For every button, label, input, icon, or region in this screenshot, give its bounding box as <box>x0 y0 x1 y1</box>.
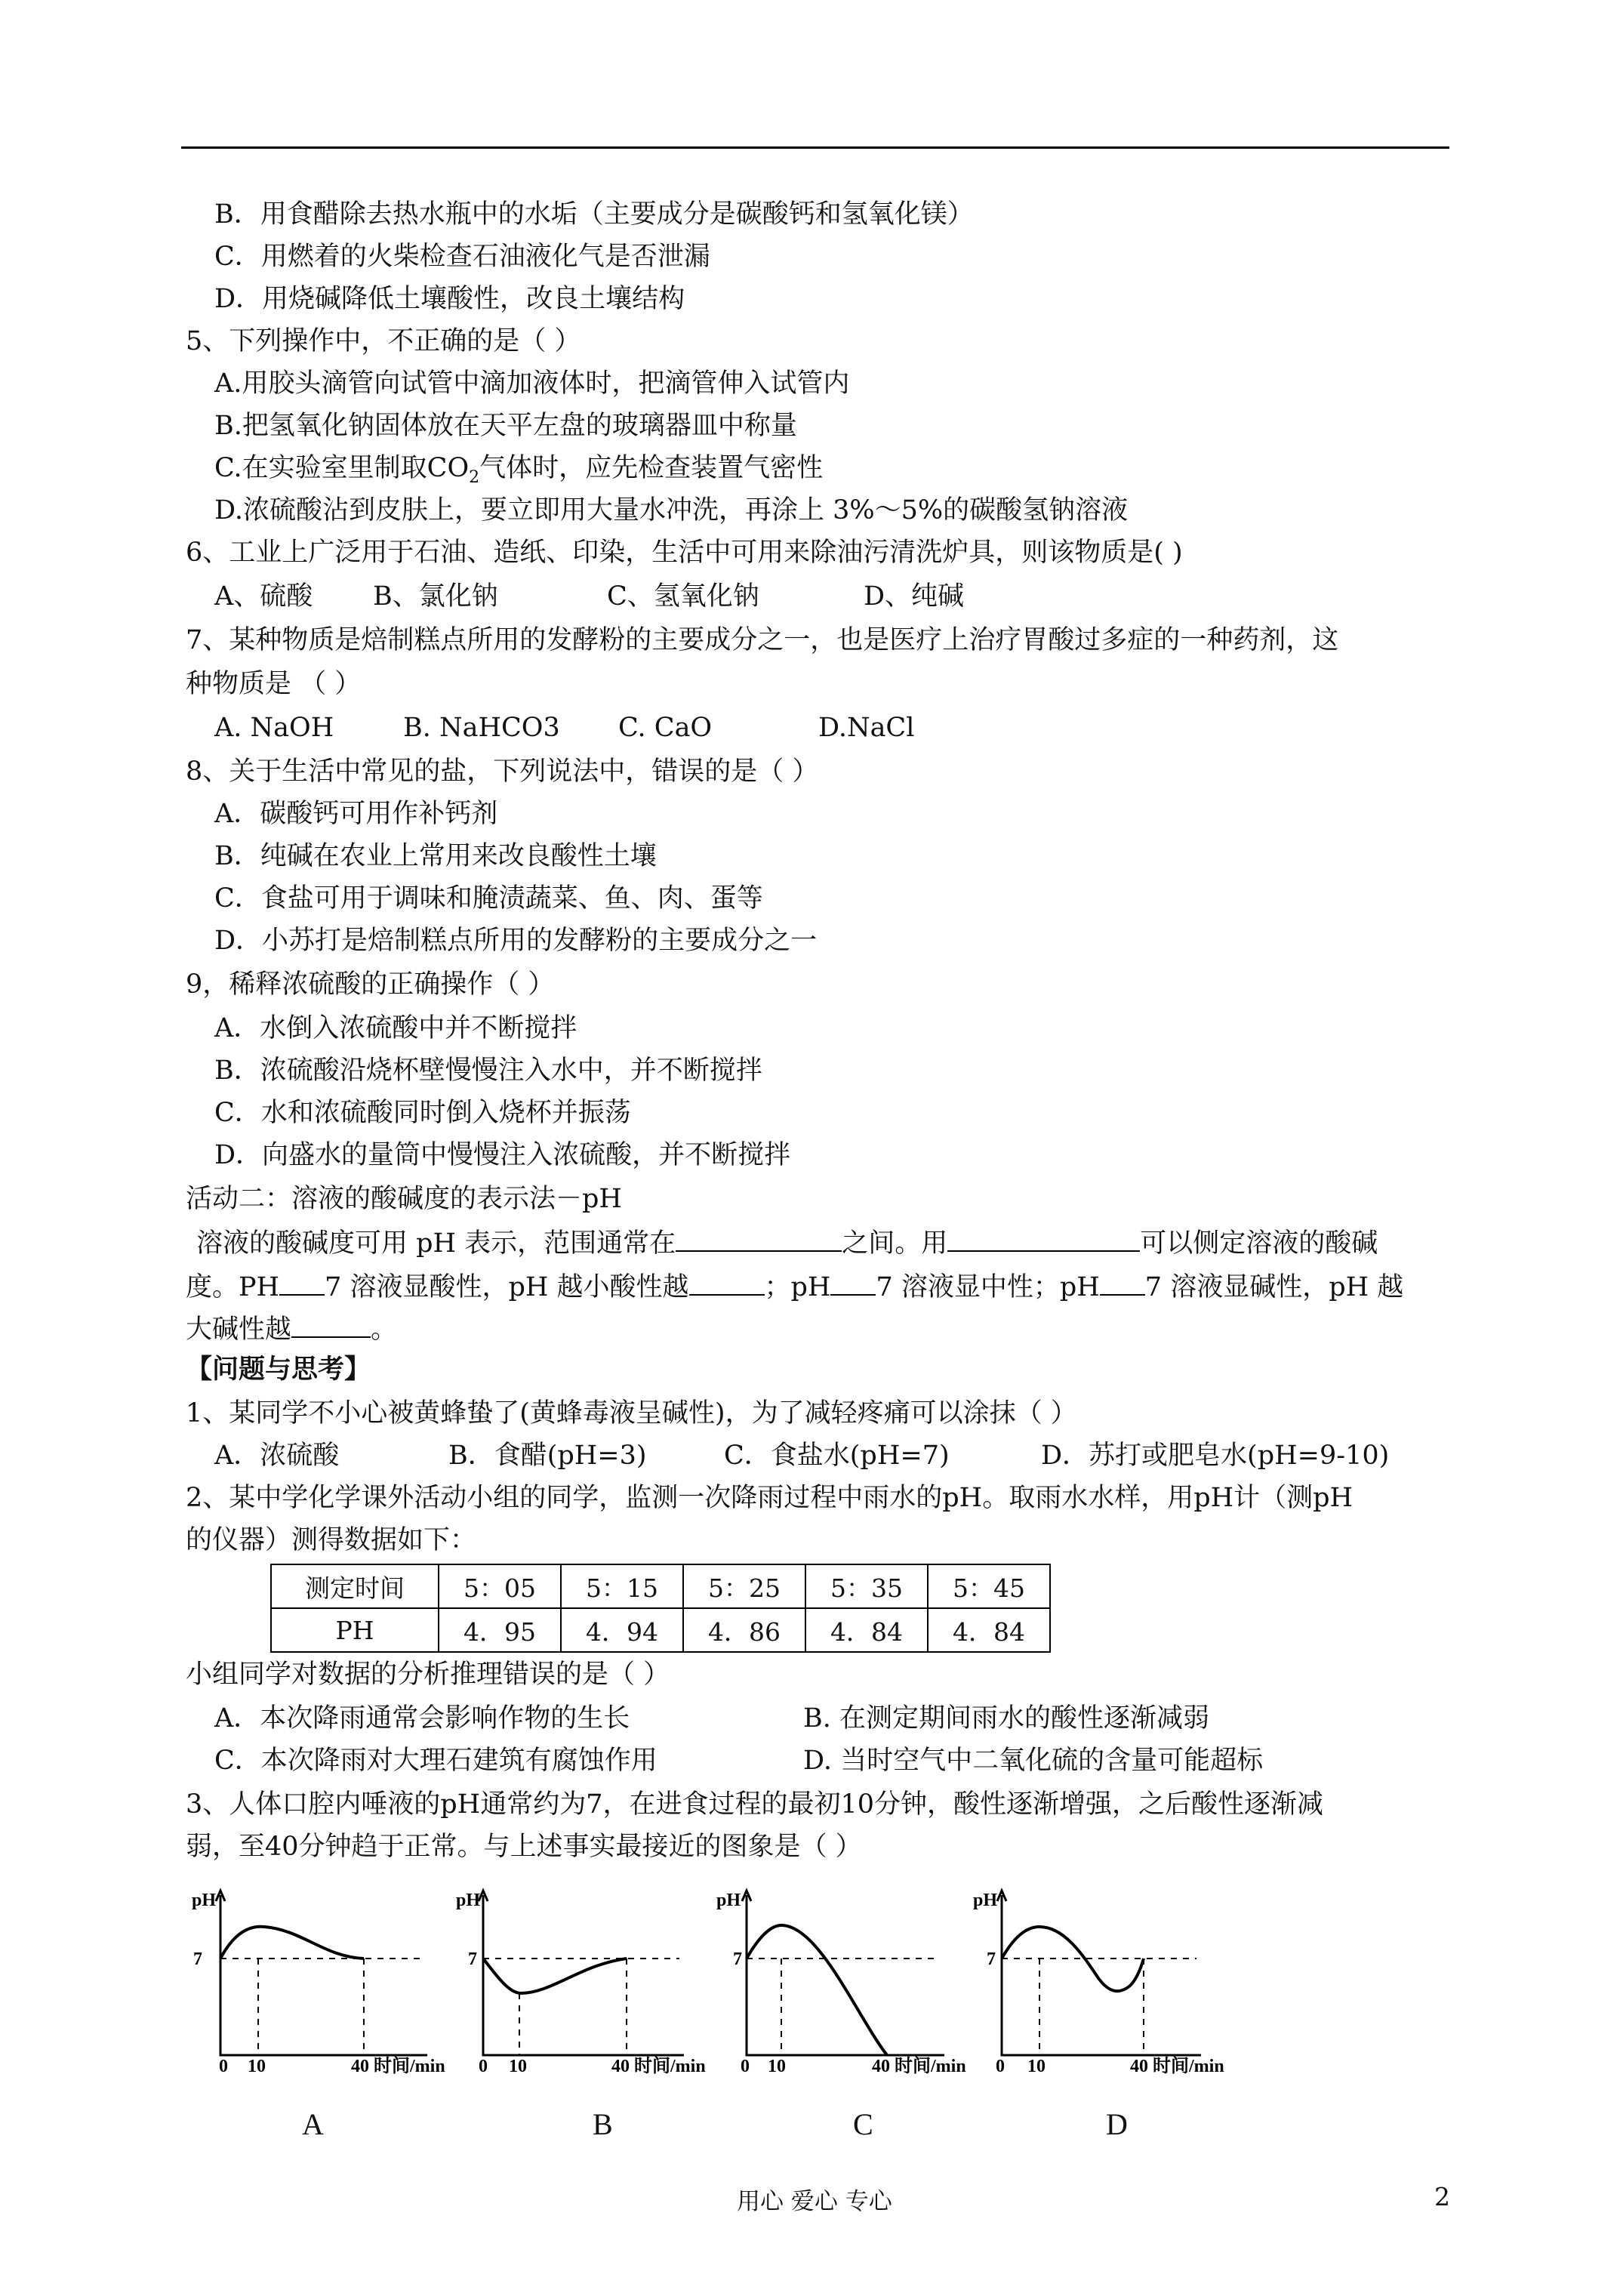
pq2-stem-2: 的仪器）测得数据如下： <box>186 1525 477 1555</box>
fill-text-2a: 度。PH <box>186 1272 280 1302</box>
pq2-option-b: B. 在测定期间雨水的酸性逐渐减弱 <box>803 1703 1209 1734</box>
graph-label-c: C <box>853 2107 873 2141</box>
q9-option-a: A．水倒入浓硫酸中并不断搅拌 <box>214 1013 577 1043</box>
q9-option-b: B．浓硫酸沿烧杯壁慢慢注入水中，并不断搅拌 <box>214 1056 762 1086</box>
graph-b-x-tick-10: 10 <box>509 2057 527 2076</box>
pq2-option-c: C．本次降雨对大理石建筑有腐蚀作用 <box>214 1746 658 1776</box>
fill-text-1c: 可以侧定溶液的酸碱 <box>1140 1228 1378 1259</box>
graph-c-x-tick-10: 10 <box>768 2057 786 2076</box>
q8-stem: 8、关于生活中常见的盐，下列说法中，错误的是（ ） <box>186 757 819 787</box>
graph-d-x-tick-0: 0 <box>996 2057 1005 2076</box>
q6-option-a: A、硫酸 <box>214 581 313 612</box>
table-cell: 5：25 <box>683 1564 805 1608</box>
pq2-options-row1 <box>214 1702 1209 1735</box>
fill-text-3b: 。 <box>371 1314 398 1345</box>
table-cell: 4．84 <box>928 1608 1050 1652</box>
blank-measure-tool <box>947 1225 1140 1252</box>
graph-c-x-tick-40: 40 时间/min <box>872 2057 966 2076</box>
co2-subscript: 2 <box>469 468 480 487</box>
q7-options <box>214 711 914 744</box>
graph-a-x-tick-10: 10 <box>248 2057 266 2076</box>
q5-stem: 5、下列操作中，不正确的是（ ） <box>186 326 581 356</box>
fill-paragraph-line-1 <box>196 1225 1378 1260</box>
graph-label-a: A <box>302 2107 324 2141</box>
table-cell: 5：15 <box>561 1564 683 1608</box>
fill-text-2c: ；pH <box>764 1272 831 1302</box>
header-rule <box>181 146 1449 149</box>
graph-d-x-tick-10: 10 <box>1027 2057 1046 2076</box>
pq1-option-d: D．苏打或肥皂水(pH=9-10) <box>1041 1441 1390 1471</box>
blank-base-strength <box>291 1311 371 1338</box>
graph-d-y-label: pH <box>973 1891 998 1910</box>
table-cell: 4．94 <box>561 1608 683 1652</box>
table-cell: 4．86 <box>683 1608 805 1652</box>
q4-option-b: B．用食醋除去热水瓶中的水垢（主要成分是碳酸钙和氢氧化镁） <box>214 199 974 230</box>
fill-text-3a: 大碱性越 <box>186 1314 292 1345</box>
blank-ph-range <box>676 1225 842 1252</box>
graph-b-y-label: pH <box>456 1891 481 1910</box>
page-number: 2 <box>1434 2182 1450 2211</box>
pq1-option-a: A．浓硫酸 <box>214 1441 340 1471</box>
q7-option-b: B. NaHCO3 <box>403 713 560 743</box>
graph-a-y-label: pH <box>192 1891 217 1910</box>
graph-b <box>445 1880 706 2076</box>
questions-heading: 【问题与思考】 <box>186 1354 371 1385</box>
q7-option-c: C. CaO <box>618 713 713 743</box>
pq2-option-d: D. 当时空气中二氧化硫的含量可能超标 <box>803 1746 1264 1776</box>
q5-option-c-tail: 气体时，应先检查装置气密性 <box>479 453 824 483</box>
pq1-options <box>214 1439 1389 1472</box>
q5-option-a: A.用胶头滴管向试管中滴加液体时，把滴管伸入试管内 <box>214 368 850 399</box>
q6-option-c: C、氢氧化钠 <box>607 581 759 612</box>
table-row <box>271 1564 1050 1608</box>
q7-stem-2: 种物质是 （ ） <box>186 669 362 699</box>
q7-option-a: A. NaOH <box>214 713 334 743</box>
fill-paragraph-line-2 <box>186 1268 1403 1304</box>
pq1-option-b: B．食醋(pH=3) <box>448 1441 647 1471</box>
q5-option-b: B.把氢氧化钠固体放在天平左盘的玻璃器皿中称量 <box>214 411 797 441</box>
q8-option-d: D．小苏打是焙制糕点所用的发酵粉的主要成分之一 <box>214 926 818 956</box>
graph-a <box>189 1880 445 2076</box>
graph-a-x-tick-40: 40 时间/min <box>351 2057 445 2076</box>
graph-label-b: B <box>593 2107 613 2141</box>
pq1-stem: 1、某同学不小心被黄蜂蛰了(黄蜂毒液呈碱性)，为了减轻疼痛可以涂抹（ ） <box>186 1398 1077 1428</box>
table-header-cell: PH <box>271 1608 439 1652</box>
page-footer: 用心 爱心 专心 <box>737 2188 892 2215</box>
q9-option-d: D．向盛水的量筒中慢慢注入浓硫酸，并不断搅拌 <box>214 1140 791 1170</box>
table-cell: 4．95 <box>439 1608 561 1652</box>
q6-stem: 6、工业上广泛用于石油、造纸、印染，生活中可用来除油污清洗炉具，则该物质是( ) <box>186 538 1183 568</box>
pq2-options-row2 <box>214 1744 1263 1777</box>
pq2-option-a: A．本次降雨通常会影响作物的生长 <box>214 1703 630 1734</box>
pq1-option-c: C．食盐水(pH=7) <box>724 1441 950 1471</box>
graph-c <box>706 1880 966 2076</box>
q8-option-c: C．食盐可用于调味和腌渍蔬菜、鱼、肉、蛋等 <box>214 883 763 914</box>
blank-base-comparator <box>1100 1268 1145 1296</box>
pq3-stem-1: 3、人体口腔内唾液的pH通常约为7，在进食过程的最初10分钟，酸性逐渐增强，之后酸性逐渐减 <box>186 1789 1324 1820</box>
graph-b-x-tick-0: 0 <box>479 2057 488 2076</box>
q4-option-c: C．用燃着的火柴检查石油液化气是否泄漏 <box>214 242 710 272</box>
graph-c-y-label: pH <box>716 1891 741 1910</box>
fill-text-1a: 溶液的酸碱度可用 pH 表示，范围通常在 <box>196 1228 676 1259</box>
q9-option-c: C．水和浓硫酸同时倒入烧杯并振荡 <box>214 1098 631 1128</box>
graph-d-x-tick-40: 40 时间/min <box>1130 2057 1224 2076</box>
fill-text-2e: 7 溶液显碱性，pH 越 <box>1144 1272 1404 1302</box>
pq2-analysis-stem: 小组同学对数据的分析推理错误的是（ ） <box>186 1660 670 1690</box>
graph-c-x-tick-0: 0 <box>741 2057 750 2076</box>
table-cell: 4．84 <box>805 1608 928 1652</box>
q6-options <box>214 580 964 613</box>
graph-c-y-tick: 7 <box>733 1949 742 1969</box>
pq2-stem-1: 2、某中学化学课外活动小组的同学，监测一次降雨过程中雨水的pH。取雨水水样，用pH计（测pH <box>186 1483 1354 1513</box>
graph-d <box>962 1880 1224 2076</box>
table-cell: 5：35 <box>805 1564 928 1608</box>
fill-text-2d: 7 溶液显中性；pH <box>876 1272 1100 1302</box>
graph-a-y-tick: 7 <box>193 1949 202 1969</box>
q4-option-d: D．用烧碱降低土壤酸性，改良土壤结构 <box>214 284 685 314</box>
fill-paragraph-line-3 <box>186 1311 397 1346</box>
table-header-cell: 测定时间 <box>271 1564 439 1608</box>
table-cell: 5：05 <box>439 1564 561 1608</box>
graph-b-y-tick: 7 <box>468 1949 477 1969</box>
graph-d-y-tick: 7 <box>987 1949 996 1969</box>
pq3-stem-2: 弱，至40分钟趋于正常。与上述事实最接近的图象是（ ） <box>186 1832 862 1862</box>
graph-label-d: D <box>1106 2107 1128 2141</box>
q7-stem-1: 7、某种物质是焙制糕点所用的发酵粉的主要成分之一，也是医疗上治疗胃酸过多症的一种药剂，这 <box>186 625 1339 655</box>
ph-data-table <box>270 1564 1051 1653</box>
blank-acid-comparator <box>279 1268 325 1296</box>
q8-option-b: B．纯碱在农业上常用来改良酸性土壤 <box>214 841 657 871</box>
q5-option-d: D.浓硫酸沾到皮肤上，要立即用大量水冲洗，再涂上 3%～5%的碳酸氢钠溶液 <box>214 495 1129 525</box>
q8-option-a: A．碳酸钙可用作补钙剂 <box>214 799 498 829</box>
q9-stem: 9，稀释浓硫酸的正确操作（ ） <box>186 969 555 1000</box>
q5-option-c <box>214 451 823 495</box>
table-cell: 5：45 <box>928 1564 1050 1608</box>
q7-option-d: D.NaCl <box>818 713 915 743</box>
table-row <box>271 1608 1050 1652</box>
fill-text-2b: 7 溶液显酸性，pH 越小酸性越 <box>325 1272 689 1302</box>
fill-text-1b: 之间。用 <box>842 1228 948 1259</box>
q5-option-c-head: C.在实验室里制取CO <box>214 453 470 483</box>
q6-option-d: D、纯碱 <box>864 581 965 612</box>
graph-b-x-tick-40: 40 时间/min <box>611 2057 706 2076</box>
graph-a-x-tick-0: 0 <box>219 2057 228 2076</box>
activity-two-heading: 活动二：溶液的酸碱度的表示法－pH <box>186 1184 622 1214</box>
q6-option-b: B、氯化钠 <box>373 581 498 612</box>
blank-acid-strength <box>689 1268 765 1296</box>
blank-neutral-comparator <box>830 1268 876 1296</box>
